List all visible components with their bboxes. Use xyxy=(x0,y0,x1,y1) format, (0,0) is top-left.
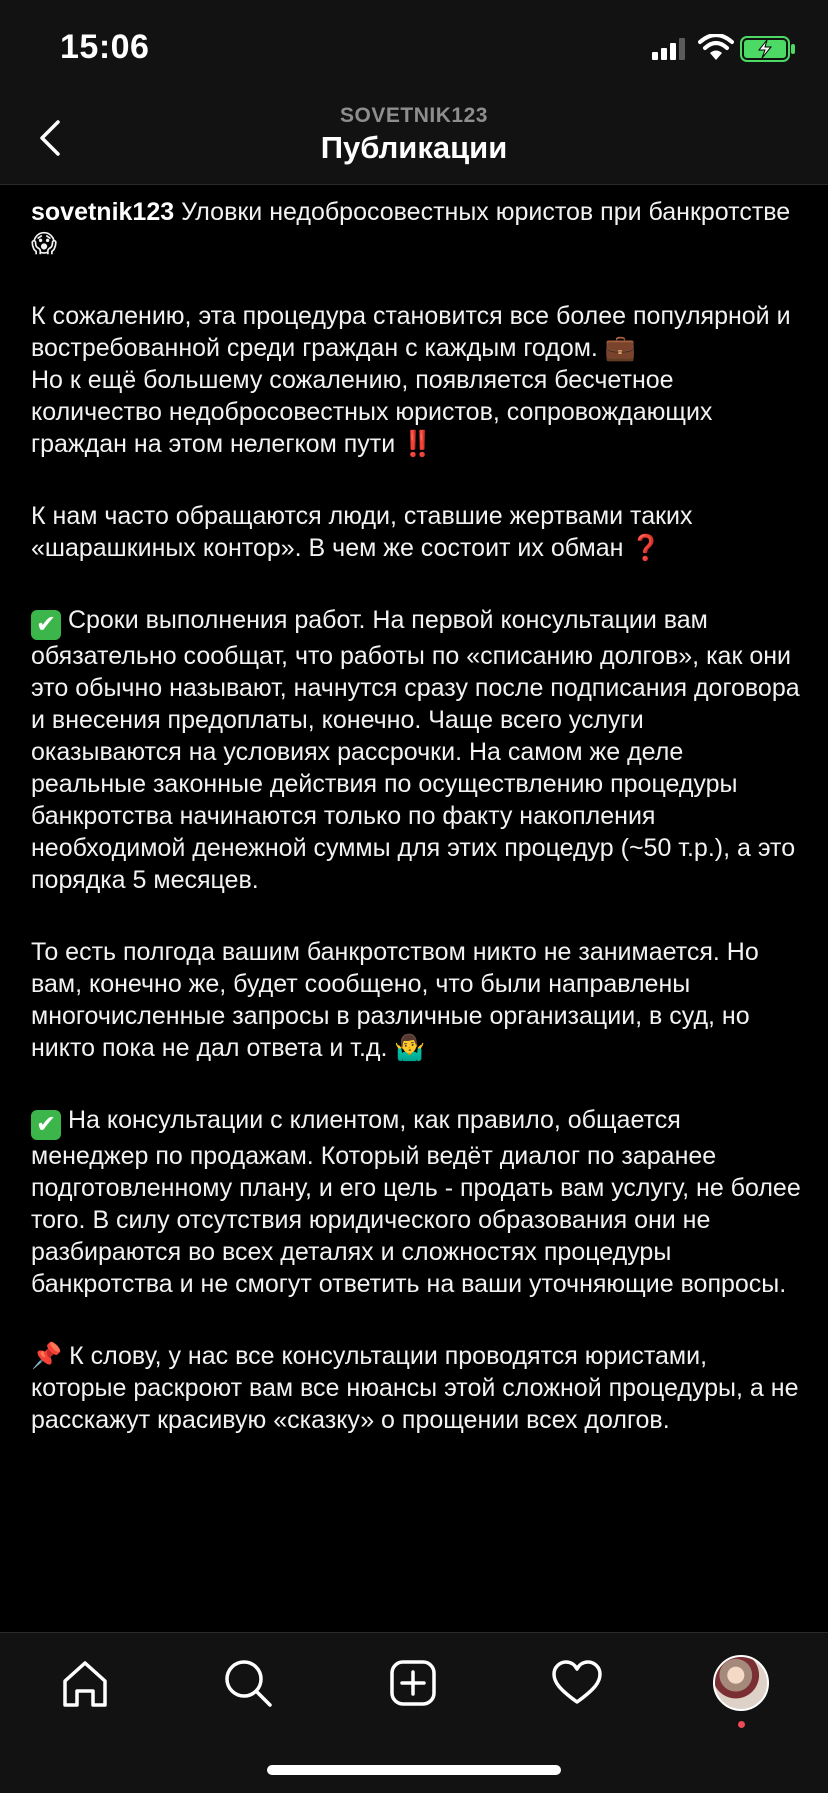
caption-paragraph xyxy=(31,1340,801,1436)
cellular-signal-icon xyxy=(652,38,688,60)
tab-search[interactable] xyxy=(216,1651,280,1715)
caption-text: Уловки недобросовестных юристов при банкротстве xyxy=(174,198,791,226)
home-indicator[interactable] xyxy=(267,1765,561,1775)
battery-charging-icon xyxy=(740,36,796,62)
add-post-icon xyxy=(385,1655,441,1711)
avatar xyxy=(713,1655,769,1711)
wifi-icon xyxy=(698,34,734,62)
caption-text: То есть полгода вашим банкротством никто не занимается. Но вам, конечно же, будет сообщено, что были направлены многочисленные запросы в различные организации, в суд, но никто пока не дал ответа и т.д. xyxy=(31,938,759,1062)
caption-paragraph xyxy=(31,500,801,564)
caption-text: Но к ещё большему сожалению, появляется бесчетное количество недобросовестных юристов, сопровождающих граждан на этом нелегком пути xyxy=(31,366,713,458)
search-icon xyxy=(220,1655,276,1711)
notification-dot xyxy=(738,1721,745,1728)
caption-paragraph xyxy=(31,196,801,260)
account-name: SOVETNIK123 xyxy=(340,104,488,127)
post-caption xyxy=(31,196,801,1476)
caption-text: К слову, у нас все консультации проводятся юристами, которые раскроют вам все нюансы этой сложной процедуры, а не расскажут красивую «сказку» о прощении всех долгов. xyxy=(31,1342,799,1434)
tab-activity[interactable] xyxy=(545,1651,609,1715)
status-time: 15:06 xyxy=(60,28,150,66)
home-icon xyxy=(57,1655,113,1711)
caption-paragraph xyxy=(31,936,801,1064)
briefcase-icon: 💼 xyxy=(604,333,636,362)
caption-text: К сожалению, эта процедура становится все более популярной и востребованной среди граждан с каждым годом. xyxy=(31,302,791,362)
tab-add-post[interactable] xyxy=(381,1651,445,1715)
nav-header xyxy=(0,100,828,185)
bottom-tab-bar xyxy=(0,1632,828,1793)
post-username[interactable]: sovetnik123 xyxy=(31,198,175,226)
status-bar xyxy=(0,0,828,100)
caption-text: На консультации с клиентом, как правило, общается менеджер по продажам. Который ведёт диалог по заранее подготовленному плану, и его цель - продать вам услугу, не более того. В силу отсутствия юридического образования они не разбираются во всех деталях и сложностях процедуры банкротства и не смогут ответить на ваши уточняющие вопросы. xyxy=(31,1106,801,1298)
pushpin-icon: 📌 xyxy=(31,1341,63,1370)
shrug-icon: 🤷‍♂️ xyxy=(394,1033,426,1062)
check-mark-icon: ✔ xyxy=(31,610,61,640)
caption-paragraph xyxy=(31,1104,801,1300)
tab-home[interactable] xyxy=(53,1651,117,1715)
caption-paragraph xyxy=(31,300,801,460)
caption-paragraph xyxy=(31,604,801,896)
double-exclamation-icon: ‼️ xyxy=(402,429,434,458)
caption-text: Сроки выполнения работ. На первой консультации вам обязательно сообщат, что работы по «списанию долгов», как они это обычно называют, начнутся сразу после подписания договора и внесения предоплаты, конечно. Чаще всего услуги оказываются на условиях рассрочки. На самом же деле реальные законные действия по осуществлению процедуры банкротства начинаются только по факту накопления необходимой денежной суммы для этих процедур (~50 т.р.), а это порядка 5 месяцев. xyxy=(31,606,800,894)
heart-icon xyxy=(549,1655,605,1711)
page-title: Публикации xyxy=(320,130,508,165)
tab-profile[interactable] xyxy=(709,1651,773,1715)
check-mark-icon: ✔ xyxy=(31,1110,61,1140)
caption-text: К нам часто обращаются люди, ставшие жертвами таких «шарашкиных контор». В чем же состоит их обман xyxy=(31,502,693,562)
question-mark-icon: ❓ xyxy=(630,533,662,562)
emoji-shocked-icon: 😱 xyxy=(31,229,58,258)
